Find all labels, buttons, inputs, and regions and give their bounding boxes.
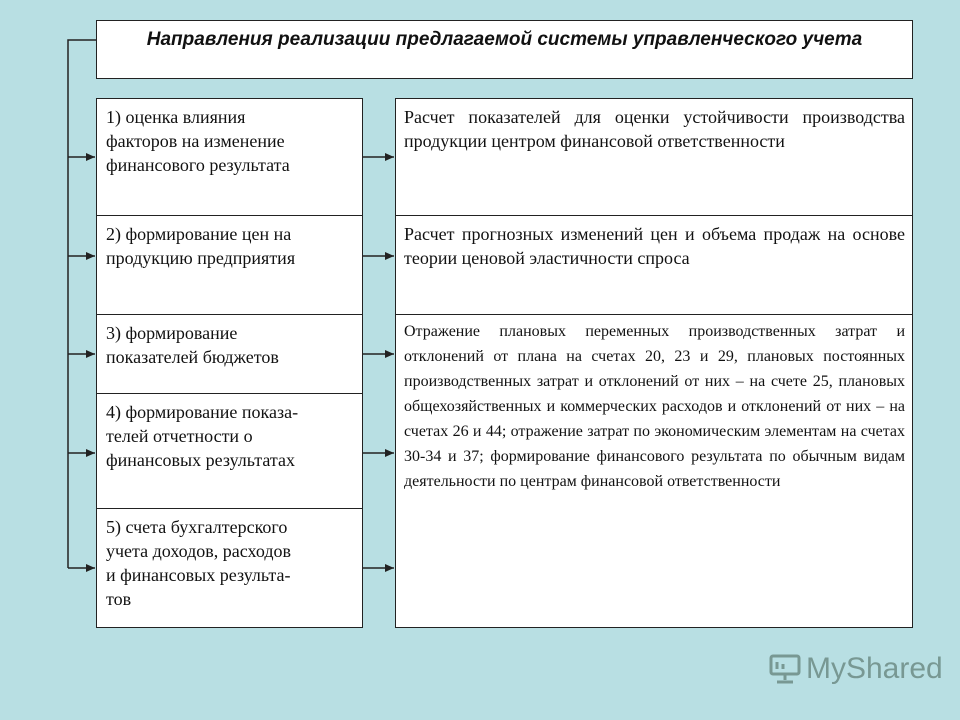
direction-box-2 xyxy=(96,215,363,315)
direction-3-line-1: 3) формирование xyxy=(106,323,238,343)
direction-box-4 xyxy=(96,393,363,509)
direction-4-line-1: 4) формирование показа- xyxy=(106,402,299,422)
direction-2-line-1: 2) формирование цен на xyxy=(106,224,292,244)
direction-box-3 xyxy=(96,314,363,394)
result-box-3: Отражение плановых переменных производственных затрат и отклонений от плана на счетах 20, 23 и 29, плановых постоянных производственных затрат и отклонений от них – на счете 25, плановых общехозяйственных и коммерческих расходов и отклонений от них – на счетах 26 и 44; отражение затрат по экономическим элементам на счетах 30-34 и 37; формирование финансового результата по обычным видам деятельности по центрам финансовой ответственности xyxy=(395,314,913,628)
direction-box-5 xyxy=(96,508,363,628)
result-box-2: Расчет прогнозных изменений цен и объема продаж на основе теории ценовой эластичности спроса xyxy=(395,215,913,315)
direction-5-line-3: и финансовых результа- xyxy=(106,565,291,585)
direction-5-line-4: тов xyxy=(106,589,132,609)
direction-3-line-2: показателей бюджетов xyxy=(106,347,279,367)
direction-4-line-3: финансовых результатах xyxy=(106,450,295,470)
direction-1-line-2: факторов на изменение xyxy=(106,131,285,151)
direction-1-line-3: финансового результата xyxy=(106,155,290,175)
direction-1-line-1: 1) оценка влияния xyxy=(106,107,246,127)
bus-line xyxy=(68,40,96,568)
result-box-1: Расчет показателей для оценки устойчивости производства продукции центром финансовой ответственности xyxy=(395,98,913,216)
direction-box-1 xyxy=(96,98,363,216)
logo-text: MyShared xyxy=(806,652,943,685)
direction-4-line-2: телей отчетности о xyxy=(106,426,253,446)
presentation-board-icon xyxy=(768,652,802,686)
direction-5-line-2: учета доходов, расходов xyxy=(106,541,291,561)
diagram-title: Направления реализации предлагаемой системы управленческого учета xyxy=(96,20,913,79)
direction-2-line-2: продукцию предприятия xyxy=(106,248,296,268)
myshared-logo xyxy=(768,652,943,686)
direction-5-line-1: 5) счета бухгалтерского xyxy=(106,517,288,537)
